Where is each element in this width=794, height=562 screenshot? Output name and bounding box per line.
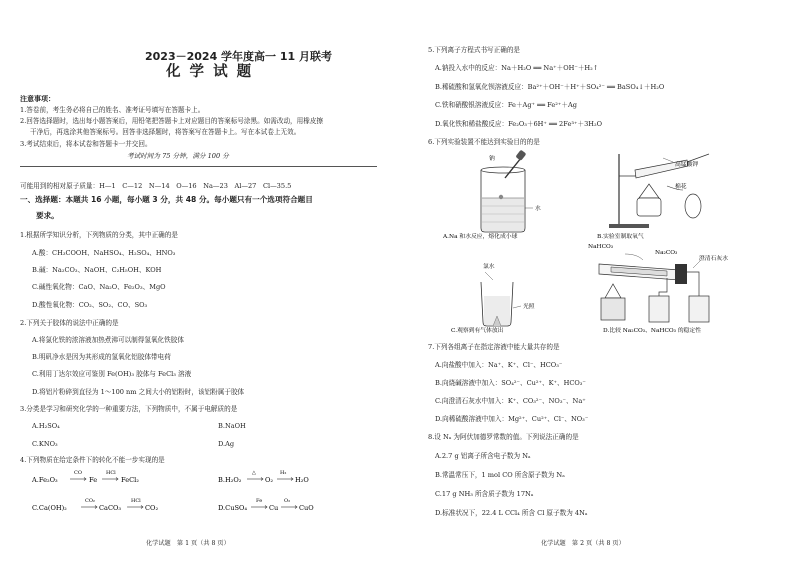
q6-figures xyxy=(397,148,794,344)
q3-option-a: A.H₂SO₄ xyxy=(32,422,60,430)
q4-c-mid1: CaCO₃ xyxy=(99,504,122,512)
figure-b-caption: B.实验室制取氧气 xyxy=(597,234,644,240)
alcohol-lamp-icon xyxy=(637,198,661,216)
q3-stem: 3.分类是学习和研究化学的一种重要方法，下列物质中，不属于电解质的是 xyxy=(20,405,238,413)
q1-option-b: B.碱：Na₂CO₃、NaOH、C₂H₅OH、KOH xyxy=(32,266,162,274)
q8-option-a: A.2.7 g 铝离子所含电子数为 Nₐ xyxy=(435,452,531,460)
delivery-tube xyxy=(687,154,709,162)
q4-c-label: C.Ca(OH)₂ xyxy=(32,504,67,512)
figure-a xyxy=(442,150,541,240)
q5-option-d: D.氧化铁和稀盐酸反应：Fe₂O₃＋6H⁺ ══ 2Fe³⁺＋3H₂O xyxy=(435,120,603,128)
q5-option-b: B.稀硫酸和氢氧化钡溶液反应：Ba²⁺＋OH⁻＋H⁺＋SO₄²⁻ ══ BaSO₄↓＋H₂O xyxy=(435,83,665,91)
stopper-icon xyxy=(675,264,687,284)
q4-a-label: A.Fe₂O₃ xyxy=(32,476,58,484)
label-sunlight: 光照 xyxy=(523,304,535,310)
time-note: 考试时间为 75 分钟，满分 100 分 xyxy=(127,152,229,160)
q4-d-cond2: O₂ xyxy=(284,498,291,504)
q4-b-mid1: O₂ xyxy=(265,476,274,484)
q4-d-mid2: CuO xyxy=(299,504,314,512)
bottle-icon xyxy=(685,194,701,218)
sodium-piece xyxy=(499,195,503,199)
q1-option-d: D.酸性氧化物：CO₂、SO₂、CO、SO₃ xyxy=(32,301,148,309)
q4-b-label: B.H₂O₂ xyxy=(218,476,242,484)
q8-option-d: D.标准状况下，22.4 L CCl₄ 所含 Cl 原子数为 4Nₐ xyxy=(435,509,588,517)
leader-line xyxy=(663,158,673,162)
q7-option-a: A.向盐酸中加入：Na⁺、K⁺、Cl⁻、HCO₃⁻ xyxy=(435,361,563,369)
label-kmno4: 高锰酸钾 xyxy=(675,162,699,168)
alcohol-lamp-flame-icon xyxy=(639,184,659,198)
q4-a-cond1: CO xyxy=(74,470,82,476)
figure-d xyxy=(588,244,728,334)
q4-d-label: D.CuSO₄ xyxy=(218,504,248,512)
section-heading: 一、选择题：本题共 16 小题，每小题 3 分，共 48 分。每小题只有一个选项符合题目 xyxy=(20,195,313,204)
subject-title: 化 学 试 题 xyxy=(166,64,254,80)
label-na: 钠 xyxy=(489,156,495,162)
dropper-bulb xyxy=(515,150,526,161)
notice-line: 2.回答选择题时，选出每小题答案后，用铅笔把答题卡上对应题目的答案标号涂黑。如需改动，用橡皮擦 xyxy=(20,117,324,125)
q2-option-d: D.将铝片粉碎到直径为 1～100 nm 之间大小的铝粉时，该铝粉属于胶体 xyxy=(32,388,245,396)
leader-line xyxy=(513,306,521,308)
q1-stem: 1.根据所学知识分析，下列物质的分类，其中正确的是 xyxy=(20,231,178,239)
q7-option-c: C.向澄清石灰水中加入：K⁺、CO₃²⁻、NO₃⁻、Na⁺ xyxy=(435,397,586,405)
beaker-icon xyxy=(649,296,669,322)
q8-option-c: C.17 g NH₃ 所含质子数为 17Nₐ xyxy=(435,490,534,498)
q4-stem: 4.下列物质在给定条件下的转化不能一步实现的是 xyxy=(20,456,165,464)
q2-option-b: B.明矾净水是因为其形成的氢氧化铝胶体带电荷 xyxy=(32,353,171,361)
notice-line: 3.考试结束后，将本试卷和答题卡一并交回。 xyxy=(20,140,152,148)
label-chlorine-water: 氯水 xyxy=(483,264,495,270)
q8-option-b: B.常温常压下，1 mol CO 所含原子数为 Nₐ xyxy=(435,471,565,479)
page-footer: 化学试题 第 2 页（共 8 页） xyxy=(541,540,625,547)
q4-d-cond1: Fe xyxy=(256,498,263,504)
alcohol-lamp-icon xyxy=(601,298,625,320)
q4-option-a xyxy=(31,470,139,484)
atomic-masses: 可能用到的相对原子质量：H—1 C—12 N—14 O—16 Na—23 Al—27 Cl—35.5 xyxy=(20,182,292,190)
q4-d-mid1: Cu xyxy=(269,504,279,512)
q4-option-b xyxy=(218,470,309,484)
q4-option-d xyxy=(218,498,314,512)
figure-c xyxy=(451,262,535,334)
page-footer: 化学试题 第 1 页（共 8 页） xyxy=(146,540,230,547)
label-limewater: 澄清石灰水 xyxy=(699,256,728,262)
label-nahco3: NaHCO₃ xyxy=(588,244,614,250)
label-na2co3: Na₂CO₃ xyxy=(655,250,678,256)
q4-b-mid2: H₂O xyxy=(295,476,309,484)
q4-a-mid2: FeCl₂ xyxy=(121,476,139,484)
q1-option-a: A.酸：CH₃COOH、NaHSO₄、H₂SO₄、HNO₃ xyxy=(32,249,176,257)
figure-b xyxy=(597,154,709,240)
water-fill xyxy=(482,198,524,231)
beaker-rim xyxy=(481,167,525,173)
q3-option-c: C.KNO₃ xyxy=(32,440,58,448)
q7-option-d: D.向稀硫酸溶液中加入：Mg²⁺、Cu²⁺、Cl⁻、NO₃⁻ xyxy=(435,415,589,423)
beaker-icon xyxy=(689,296,709,322)
alcohol-lamp-flame-icon xyxy=(605,284,621,298)
figure-a-caption: A.Na 和水反应，熔化成小球 xyxy=(443,234,518,240)
section-heading-cont: 要求。 xyxy=(36,211,59,220)
q6-stem: 6.下列实验装置不能达到实验目的的是 xyxy=(428,138,540,146)
q4-a-mid1: Fe xyxy=(89,476,98,484)
q5-option-a: A.钠投入水中的反应：Na＋H₂O ══ Na⁺＋OH⁻＋H₂↑ xyxy=(435,64,599,72)
q4-c-cond1: CO₂ xyxy=(85,498,95,504)
q3-option-b: B.NaOH xyxy=(218,422,246,430)
q2-option-a: A.将氯化铁的浓溶液加热煮沸可以制得氢氧化铁胶体 xyxy=(32,336,184,344)
figure-d-caption: D.比较 Na₂CO₃、NaHCO₃ 的稳定性 xyxy=(603,328,702,334)
q1-option-c: C.碱性氧化物：CaO、Na₂O、Fe₂O₃、MgO xyxy=(32,283,166,291)
q4-c-mid2: CO₂ xyxy=(145,504,159,512)
q4-c-cond2: HCl xyxy=(131,498,141,504)
page-right xyxy=(397,0,794,562)
stand-base xyxy=(609,224,649,228)
label-water: 水 xyxy=(535,206,541,212)
q7-option-b: B.向烧碱溶液中加入：SO₄²⁻、Cu²⁺、K⁺、HCO₃⁻ xyxy=(435,379,586,387)
q4-b-cond1: △ xyxy=(252,470,256,476)
q5-option-c: C.铁和硝酸银溶液反应：Fe＋Ag⁺ ══ Fe²⁺＋Ag xyxy=(435,101,577,109)
notice-line: 1.答卷前，考生务必将自己的姓名、准考证号填写在答题卡上。 xyxy=(20,106,205,114)
q2-stem: 2.下列关于胶体的说法中正确的是 xyxy=(20,319,119,327)
q5-stem: 5.下列离子方程式书写正确的是 xyxy=(428,46,521,54)
q4-b-cond2: H₂ xyxy=(280,470,287,476)
q2-option-c: C.利用丁达尔效应可鉴别 Fe(OH)₃ 胶体与 FeCl₃ 溶液 xyxy=(32,370,192,378)
leader-line xyxy=(485,272,493,280)
q4-a-cond2: HCl xyxy=(106,470,116,476)
exam-title: 2023－2024 学年度高一 11 月联考 xyxy=(145,50,333,63)
notice-line: 干净后，再选涂其他答案标号。回答非选择题时，将答案写在答题卡上。写在本试卷上无效。 xyxy=(30,128,301,136)
q8-stem: 8.设 Nₐ 为阿伏加德罗常数的值。下列说法正确的是 xyxy=(428,433,579,441)
divider xyxy=(20,166,377,167)
q4-chains xyxy=(0,468,397,518)
leader-line xyxy=(625,254,643,260)
label-cotton: 棉花 xyxy=(675,184,687,190)
q7-stem: 7.下列各组离子在指定溶液中能大量共存的是 xyxy=(428,343,560,351)
notice-title: 注意事项： xyxy=(20,95,55,103)
figure-c-caption: C.观察到有气体放出 xyxy=(451,328,504,334)
q4-option-c xyxy=(32,498,158,512)
q3-option-d: D.Ag xyxy=(218,440,235,448)
